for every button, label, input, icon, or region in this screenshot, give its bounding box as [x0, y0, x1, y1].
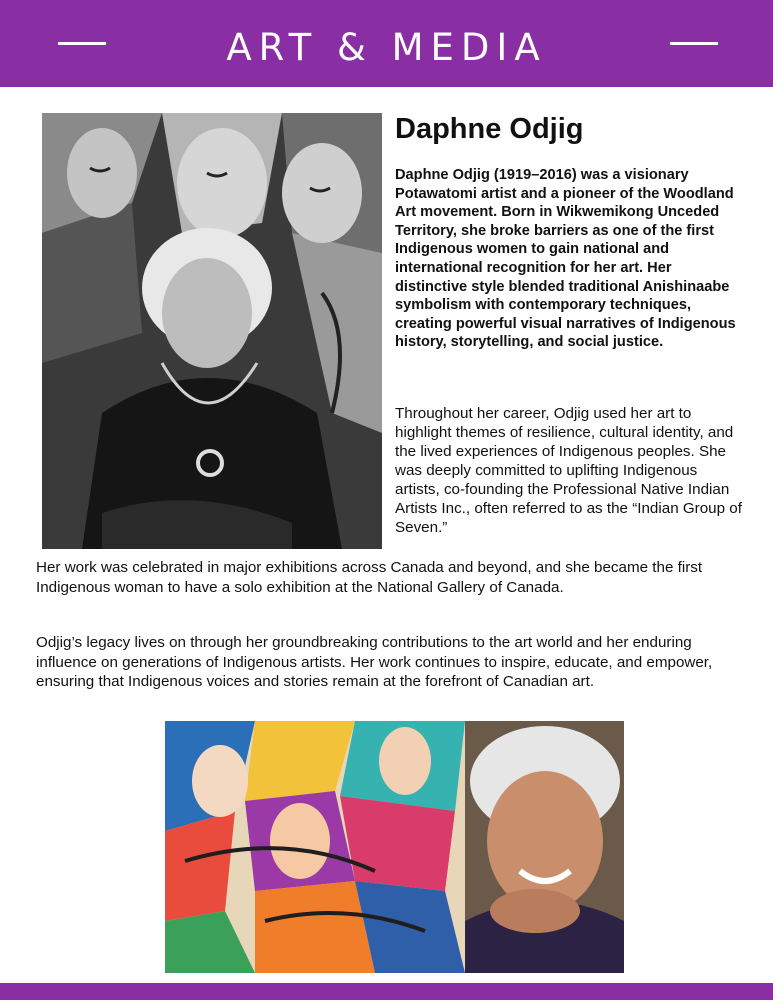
header-banner	[0, 0, 773, 87]
body-paragraph-career: Throughout her career, Odjig used her art to highlight themes of resilience, cultural identity, and the lived experiences of Indigenous peoples. She was deeply committed to uplifting Indigenous artists, co-founding the Professional Native Indian Artists Inc., often referred to as the “Indian Group of Seven.”	[395, 405, 742, 536]
footer-bar	[0, 983, 773, 1000]
header-dash-right	[670, 42, 718, 45]
artwork-portrait-photo	[165, 721, 624, 973]
body-paragraph-exhibitions: Her work was celebrated in major exhibitions across Canada and beyond, and she became the first Indigenous woman to have a solo exhibition at the National Gallery of Canada.	[36, 559, 703, 596]
body-paragraph-legacy: Odjig’s legacy lives on through her groundbreaking contributions to the art world and her enduring influence on generations of Indigenous artists. Her work continues to inspire, educate, and empower, ensuring that Indigenous voices and stories remain at the forefront of Canadian art.	[36, 634, 713, 690]
intro-paragraph: Daphne Odjig (1919–2016) was a visionary Potawatomi artist and a pioneer of the Woodland Art movement. Born in Wikwemikong Unceded Territory, she broke barriers as one of the first Indigenous women to gain national and international recognition for her art. Her distinctive style blended traditional Anishinaabe symbolism with contemporary techniques, creating powerful visual narratives of Indigenous history, storytelling, and social justice.	[395, 167, 736, 351]
portrait-photo	[42, 113, 382, 549]
article-heading: Daphne Odjig	[395, 113, 584, 145]
section-title: ART & MEDIA	[226, 26, 547, 69]
